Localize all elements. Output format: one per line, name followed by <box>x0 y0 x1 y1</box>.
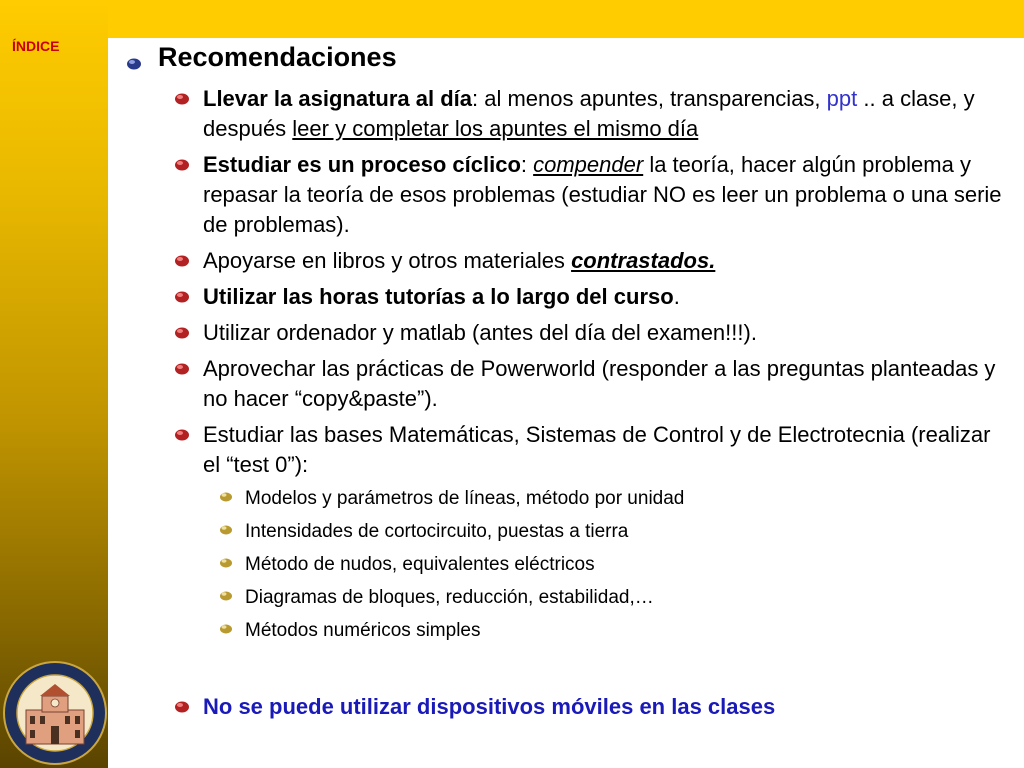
list-item: Estudiar es un proceso cíclico: compender la teoría, hacer algún problema y repasar la teoría de esos problemas (estudiar NO es leer un problema o una serie de problemas). <box>174 150 1004 240</box>
list-item: Apoyarse en libros y otros materiales contrastados. <box>174 246 1004 276</box>
sub-list-item: Intensidades de cortocircuito, puestas a tierra <box>219 517 1004 547</box>
bullet-sphere-red-icon <box>174 157 190 171</box>
bullet-sphere-blue-icon <box>126 56 144 70</box>
bullet-sphere-red-icon <box>174 361 190 375</box>
bullet-sphere-gold-icon <box>219 490 233 502</box>
index-link[interactable]: ÍNDICE <box>12 38 60 54</box>
recommendations-list <box>174 84 1004 652</box>
sub-list-item: Método de nudos, equivalentes eléctricos <box>219 550 1004 580</box>
bullet-sphere-red-icon <box>174 91 190 105</box>
university-logo <box>2 660 108 766</box>
list-item: Utilizar ordenador y matlab (antes del día del examen!!!). <box>174 318 1004 348</box>
bullet-sphere-red-icon <box>174 427 190 441</box>
sub-list-item: Diagramas de bloques, reducción, estabilidad,… <box>219 583 1004 613</box>
top-bar <box>0 0 1024 38</box>
sub-list-item: Métodos numéricos simples <box>219 616 1004 646</box>
left-sidebar <box>0 0 108 768</box>
slide-heading: Recomendaciones <box>158 42 397 72</box>
bullet-sphere-gold-icon <box>219 622 233 634</box>
list-item: Aprovechar las prácticas de Powerworld (responder a las preguntas planteadas y no hacer “copy&paste”). <box>174 354 1004 414</box>
final-note: No se puede utilizar dispositivos móviles en las clases <box>174 692 775 722</box>
sub-list <box>203 484 1004 646</box>
bullet-sphere-gold-icon <box>219 523 233 535</box>
bullet-sphere-red-icon <box>174 699 190 713</box>
list-item: Estudiar las bases Matemáticas, Sistemas de Control y de Electrotecnia (realizar el “test 0”): Modelos y parámetros de líneas, método por unidad Intensidades de cortocircuito, puestas a tierra Método de nudos, equivalentes eléctricos Diagramas de bloques, reducción, estabilidad,… Métodos numéricos simples <box>174 420 1004 646</box>
bullet-sphere-red-icon <box>174 253 190 267</box>
list-item: Llevar la asignatura al día: al menos apuntes, transparencias, ppt .. a clase, y después leer y completar los apuntes el mismo día <box>174 84 1004 144</box>
bullet-sphere-gold-icon <box>219 589 233 601</box>
bullet-sphere-red-icon <box>174 289 190 303</box>
bullet-sphere-gold-icon <box>219 556 233 568</box>
list-item: Utilizar las horas tutorías a lo largo del curso. <box>174 282 1004 312</box>
bullet-sphere-red-icon <box>174 325 190 339</box>
sub-list-item: Modelos y parámetros de líneas, método por unidad <box>219 484 1004 514</box>
